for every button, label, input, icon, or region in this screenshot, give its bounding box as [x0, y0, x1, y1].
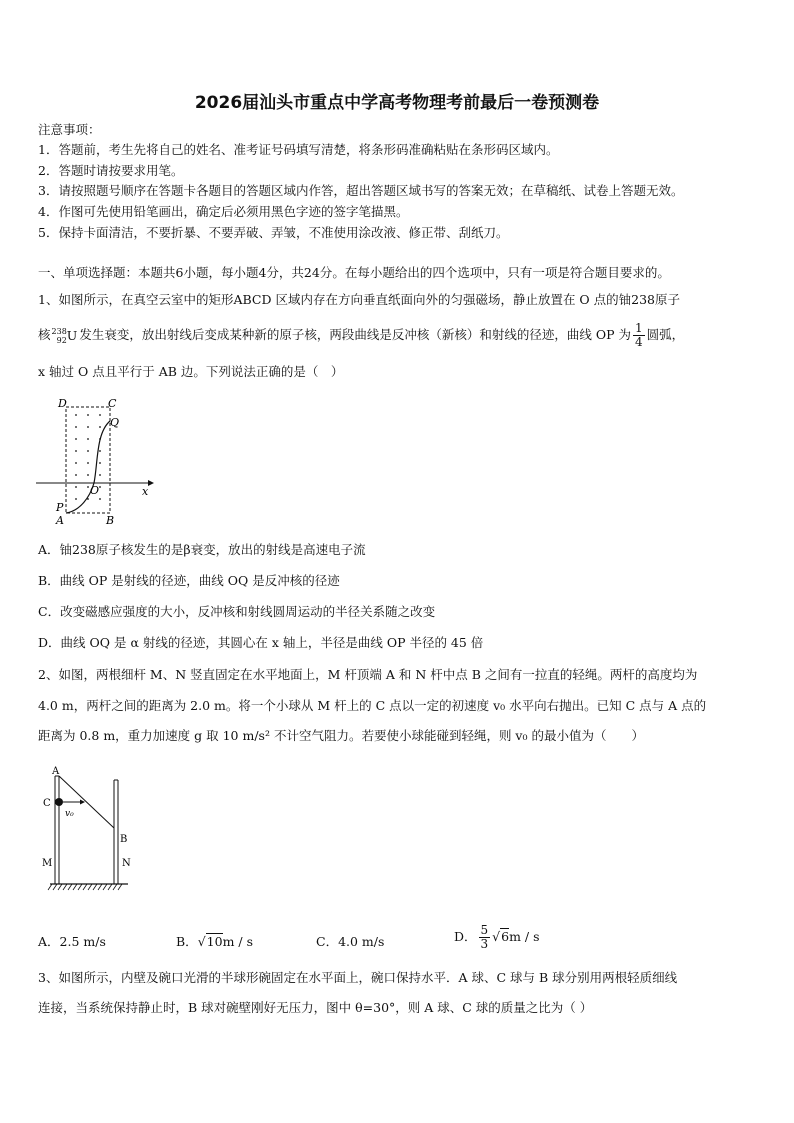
field-dot — [75, 486, 77, 488]
field-dot — [99, 426, 101, 428]
sqrt-expression: √10 — [197, 934, 223, 949]
label-A: A — [52, 766, 60, 777]
ground-hatch — [108, 884, 112, 890]
fraction-one-quarter — [633, 322, 645, 349]
field-dot — [87, 474, 89, 476]
field-dot — [87, 438, 89, 440]
nuclide-atomic: 92 — [56, 336, 67, 345]
q2-stem-line1: 2、如图，两根细杆 M、N 竖直固定在水平地面上，M 杆顶端 A 和 N 杆中点 B 之间有一拉直的轻绳。两杆的高度均为 — [38, 667, 698, 682]
q3-stem-line2: 连接，当系统保持静止时，B 球对碗壁刚好无压力，图中 θ=30°，则 A 球、C 球的质量之比为（ ） — [38, 1000, 593, 1015]
radicand: 10 — [206, 934, 223, 949]
notice-heading: 注意事项： — [38, 122, 101, 137]
field-dot — [87, 450, 89, 452]
field-dot — [99, 486, 101, 488]
q2-stem-line3: 距离为 0.8 m，重力加速度 g 取 10 m/s² 不计空气阻力。若要使小球能碰到轻绳，则 v₀ 的最小值为（ ） — [38, 728, 644, 743]
field-dot — [87, 462, 89, 464]
q1-stem-line1: 1、如图所示，在真空云室中的矩形ABCD 区域内存在方向垂直纸面向外的匀强磁场，静止放置在 O 点的铀238原子 — [38, 292, 681, 307]
frac-num: 1 — [634, 321, 643, 335]
ground-hatch — [98, 884, 102, 890]
ground-hatch — [53, 884, 57, 890]
radicand: 6 — [501, 929, 510, 944]
label-D: D — [58, 397, 67, 410]
field-dot — [75, 474, 77, 476]
page-title: 2026届汕头市重点中学高考物理考前最后一卷预测卷 — [194, 93, 600, 113]
label-M: M — [42, 858, 53, 869]
ground-hatch — [103, 884, 107, 890]
ground-hatch — [118, 884, 122, 890]
label-O: O — [90, 484, 100, 497]
q1-option-c: C．改变磁感应强度的大小，反冲核和射线圆周运动的半径关系随之改变 — [38, 604, 436, 619]
nuclide-mass: 238 — [51, 327, 67, 336]
notice-item: 5．保持卡面清洁，不要折暴、不要弄破、弄皱，不准使用涂改液、修正带、刮纸刀。 — [38, 225, 509, 240]
ground-hatch — [58, 884, 62, 890]
q2-option-b — [176, 932, 253, 950]
label-x: x — [142, 485, 149, 498]
ground-hatch — [63, 884, 67, 890]
nuclide-symbol: U — [66, 327, 78, 343]
label-A: A — [56, 514, 64, 527]
option-letter: D． — [454, 929, 477, 944]
q1-option-d: D．曲线 OQ 是 α 射线的径迹，其圆心在 x 轴上，半径是曲线 OP 半径的 45 倍 — [38, 635, 484, 650]
label-B: B — [106, 514, 115, 527]
section-heading: 一、单项选择题：本题共6小题，每小题4分，共24分。在每小题给出的四个选项中，只有一项是符合题目要求的。 — [38, 265, 670, 280]
notice-item: 3．请按照题号顺序在答题卡各题目的答题区域内作答，超出答题区域书写的答案无效；在草稿纸、试卷上答题无效。 — [38, 183, 684, 198]
field-dot — [87, 426, 89, 428]
q1-stem-line2 — [38, 322, 758, 349]
field-dot — [75, 414, 77, 416]
label-P: P — [56, 501, 64, 514]
q1-option-b: B．曲线 OP 是射线的径迹，曲线 OQ 是反冲核的径迹 — [38, 573, 340, 588]
unit: m / s — [509, 929, 540, 944]
ground-hatch — [48, 884, 52, 890]
field-dot — [75, 462, 77, 464]
label-C: C — [43, 798, 51, 809]
notice-item: 1．答题前，考生先将自己的姓名、准考证号码填写清楚，将条形码准确粘贴在条形码区域内。 — [38, 142, 559, 157]
notice-item: 2．答题时请按要求用笔。 — [38, 163, 184, 178]
notice-item: 4．作图可先使用铅笔画出，确定后必须用黑色字迹的签字笔描黑。 — [38, 204, 409, 219]
q1-text-c: 圆弧， — [646, 327, 685, 342]
q2-option-a: A．2.5 m/s — [38, 934, 106, 949]
q1-option-a: A．铀238原子核发生的是β衰变，放出的射线是高速电子流 — [38, 542, 366, 557]
field-dot — [75, 426, 77, 428]
sqrt-expression: √6 — [492, 929, 510, 944]
label-B: B — [120, 834, 128, 845]
label-v0: v₀ — [65, 809, 74, 819]
q2-stem-line2: 4.0 m，两杆之间的距离为 2.0 m。将一个小球从 M 杆上的 C 点以一定的初速度 v₀ 水平向右抛出。已知 C 点与 A 点的 — [38, 698, 707, 713]
unit: m / s — [222, 934, 253, 949]
q1-stem-line3: x 轴过 O 点且平行于 AB 边。下列说法正确的是（ ） — [38, 364, 344, 379]
fraction-five-thirds — [479, 924, 491, 951]
field-dot — [99, 450, 101, 452]
ground-hatch — [73, 884, 77, 890]
ground-hatch — [83, 884, 87, 890]
frac-den: 4 — [634, 335, 643, 349]
rods-diagram — [36, 762, 146, 894]
q2-option-d — [454, 922, 540, 952]
ground-hatch — [113, 884, 117, 890]
q1-text-a: 核 — [38, 327, 51, 342]
q3-stem-line1: 3、如图所示，内壁及碗口光滑的半球形碗固定在水平面上，碗口保持水平．A 球、C 球与 B 球分别用两根轻质细线 — [38, 970, 678, 985]
ground-hatch — [68, 884, 72, 890]
field-dot — [75, 450, 77, 452]
q2-figure — [36, 762, 146, 898]
q1-figure — [36, 393, 166, 537]
field-dot — [99, 498, 101, 500]
field-dot — [99, 462, 101, 464]
magnetic-field-diagram — [36, 393, 166, 533]
field-dot — [99, 474, 101, 476]
field-dot — [75, 438, 77, 440]
field-dot — [87, 414, 89, 416]
ground-hatch — [93, 884, 97, 890]
field-dot — [99, 414, 101, 416]
ground-hatch — [78, 884, 82, 890]
label-C: C — [108, 397, 117, 410]
option-letter: B． — [176, 934, 198, 949]
q1-text-b: 发生衰变，放出射线后变成某种新的原子核，两段曲线是反冲核（新核）和射线的径迹，曲线 OP 为 — [79, 327, 631, 342]
uranium-nuclide — [52, 325, 78, 347]
frac-num: 5 — [480, 923, 489, 937]
q2-option-c: C．4.0 m/s — [316, 934, 385, 949]
label-N: N — [122, 858, 131, 869]
label-Q: Q — [110, 416, 120, 429]
frac-den: 3 — [480, 937, 489, 951]
ground-hatch — [88, 884, 92, 890]
field-dot — [75, 498, 77, 500]
field-dot — [87, 486, 89, 488]
